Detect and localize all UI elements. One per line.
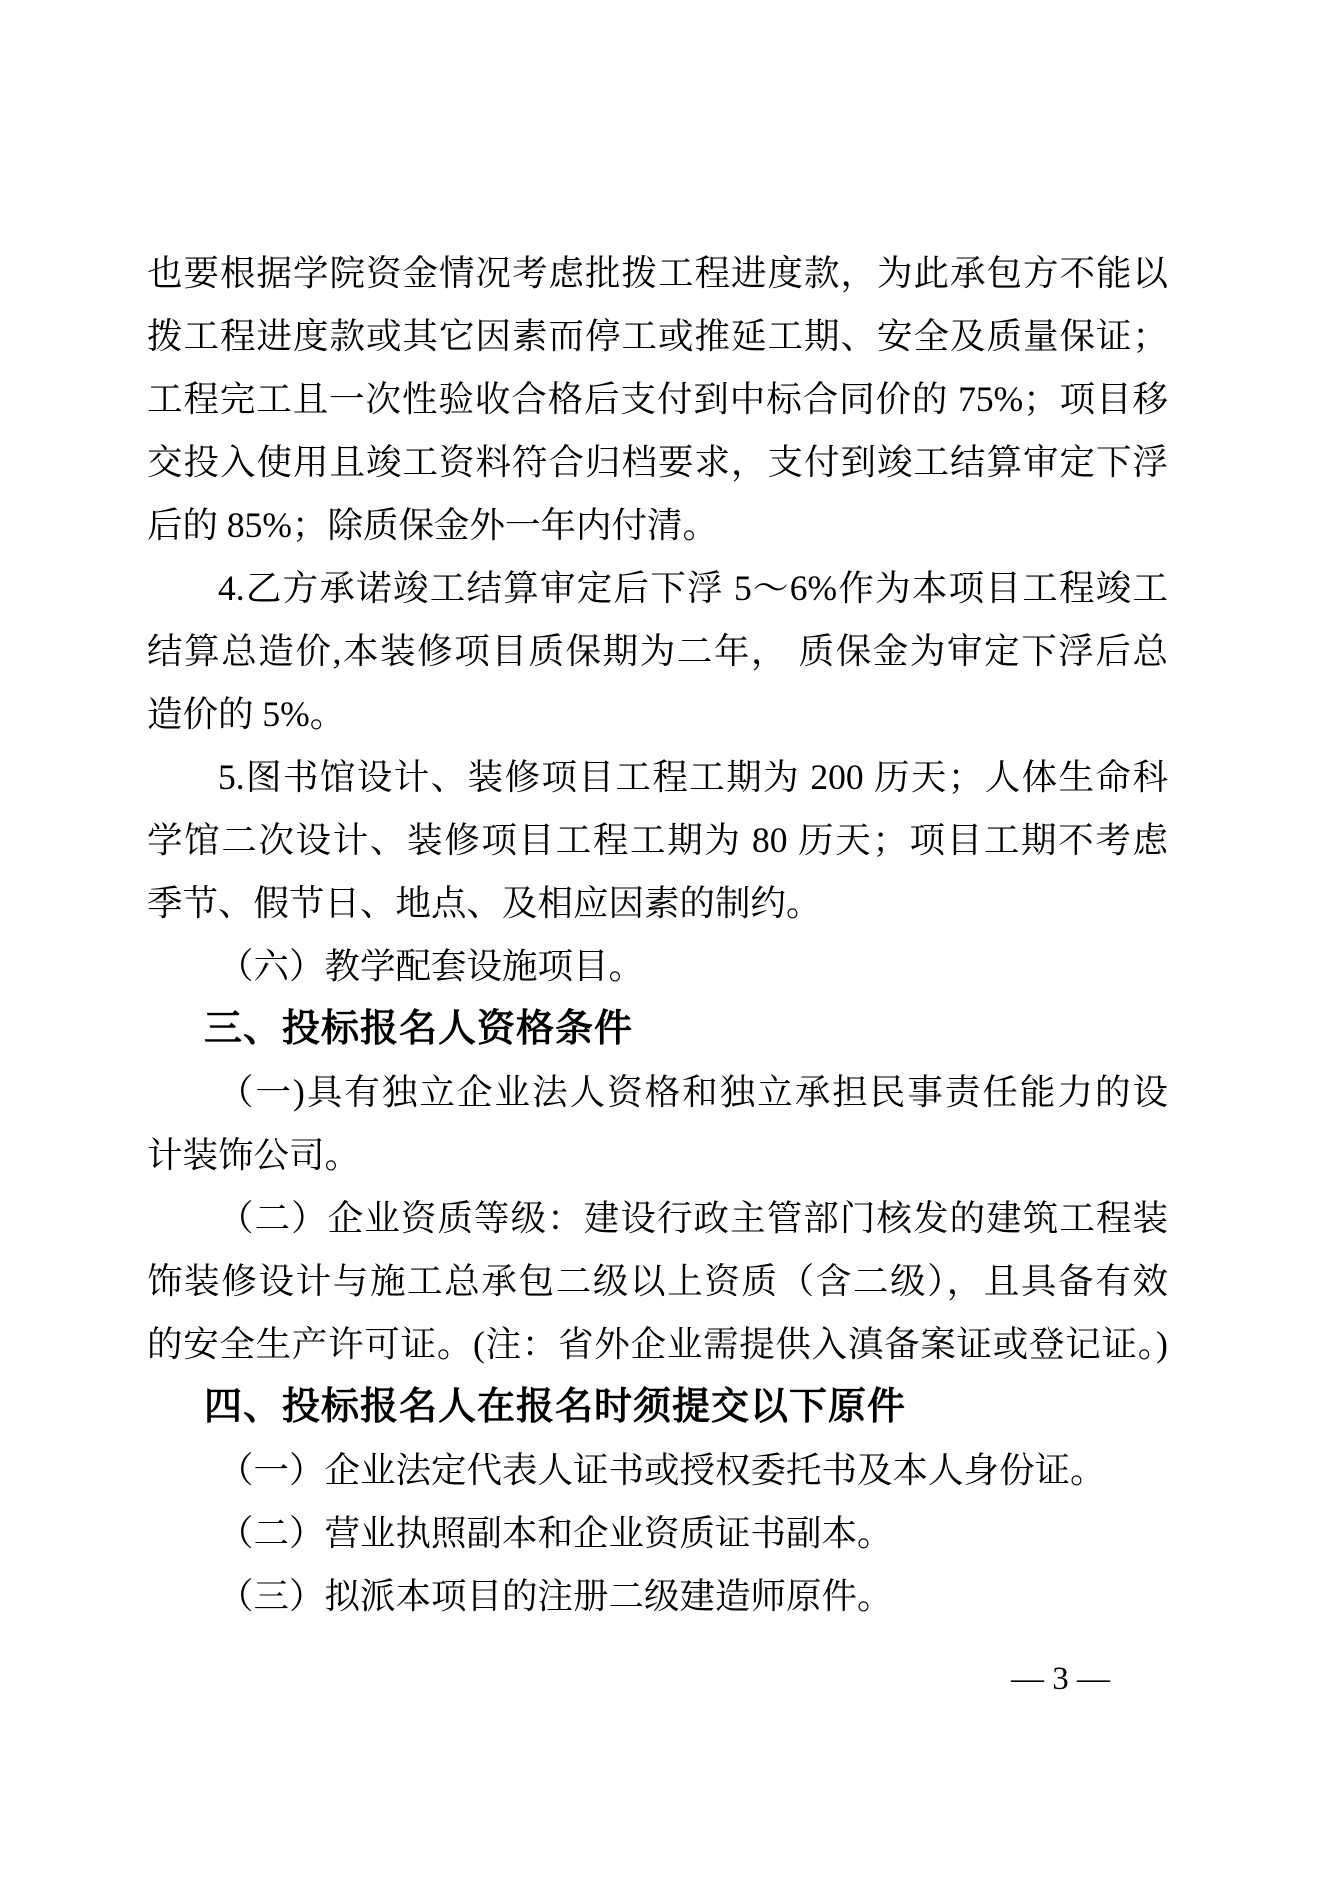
- text-line: 5.图书馆设计、装修项目工程工期为 200 历天；人体生命科: [218, 757, 1168, 797]
- text-line: 结算总造价,本装修项目质保期为二年， 质保金为审定下浮后总: [147, 631, 1168, 671]
- text-line: 拨工程进度款或其它因素而停工或推延工期、安全及质量保证；: [147, 316, 1168, 356]
- text-line: 交投入使用且竣工资料符合归档要求，支付到竣工结算审定下浮: [147, 442, 1168, 482]
- text-line: （二）营业执照副本和企业资质证书副本。: [218, 1513, 893, 1553]
- page-number: — 3 —: [1011, 1661, 1110, 1697]
- text-line: （一)具有独立企业法人资格和独立承担民事责任能力的设: [218, 1072, 1168, 1112]
- section-heading: 三、投标报名人资格条件: [204, 1008, 634, 1050]
- text-line: 饰装修设计与施工总承包二级以上资质（含二级），且具备有效: [147, 1261, 1168, 1301]
- text-line: 工程完工且一次性验收合格后支付到中标合同价的 75%；项目移: [147, 379, 1168, 419]
- text-line: 学馆二次设计、装修项目工程工期为 80 历天；项目工期不考虑: [147, 820, 1168, 860]
- text-line: 4.乙方承诺竣工结算审定后下浮 5～6%作为本项目工程竣工: [218, 568, 1168, 608]
- text-line: 的安全生产许可证。(注：省外企业需提供入滇备案证或登记证。): [147, 1324, 1168, 1364]
- text-line: （六）教学配套设施项目。: [218, 946, 645, 986]
- section-heading: 四、投标报名人在报名时须提交以下原件: [204, 1386, 907, 1428]
- text-line: 后的 85%；除质保金外一年内付清。: [147, 505, 718, 545]
- text-line: （二）企业资质等级：建设行政主管部门核发的建筑工程装: [218, 1198, 1168, 1238]
- text-line: 计装饰公司。: [147, 1135, 361, 1175]
- text-line: （三）拟派本项目的注册二级建造师原件。: [218, 1576, 893, 1616]
- text-line: （一）企业法定代表人证书或授权委托书及本人身份证。: [218, 1450, 1106, 1490]
- text-line: 造价的 5%。: [147, 694, 346, 734]
- text-line: 也要根据学院资金情况考虑批拨工程进度款，为此承包方不能以: [147, 253, 1168, 293]
- text-line: 季节、假节日、地点、及相应因素的制约。: [147, 883, 822, 923]
- document-body: [147, 242, 1168, 1628]
